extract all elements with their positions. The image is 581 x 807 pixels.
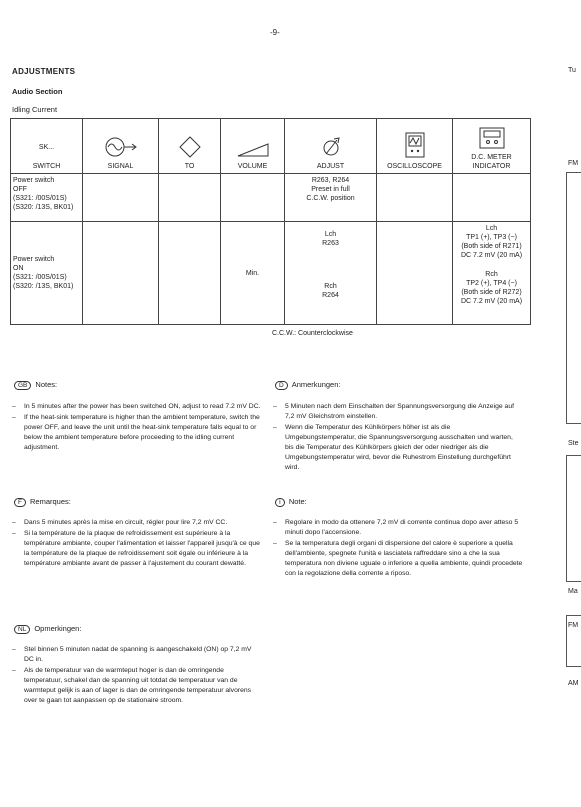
note-f-list (12, 518, 262, 570)
row2-volume: Min. (221, 222, 285, 325)
list-item: – Wenn die Temperatur des Kühlkörpers höher ist als die Umgebungstemperatur, die Spannungsversorgung ausschalten und warten, bis die Temperatur des Kühlkörpers gleich der oder niedriger als die Umgebungstemperatur wird, bevor die Ruhestrom Einstellung durchgeführt wird. (273, 423, 523, 473)
note-f-title: Remarques: (29, 497, 71, 506)
adjust-lch: Lch R263 (322, 231, 339, 247)
row2-adjust (285, 222, 377, 325)
list-item: – Dans 5 minutes après la mise en circuit, régler pour lire 7,2 mV CC. (12, 518, 262, 528)
volume-wedge-icon (236, 142, 270, 158)
adjust-screwdriver-icon (320, 136, 342, 158)
table-row (11, 174, 531, 222)
edge-text: Ma (568, 588, 578, 595)
note-d-title: Anmerkungen: (291, 380, 341, 389)
edge-text: Tu (568, 67, 576, 74)
note-i-list (273, 518, 523, 580)
list-item: – Als de temperatuur van de warmteput hoger is dan de omringende temperatuur, schakel dan de spanning uit totdat de temperatuur van de warmteput gelijk is aan of lager is dan de omringende temperatuur alvorens over te gaan tot aanpassen op de stationaire stroom. (12, 666, 262, 706)
edge-box (566, 172, 581, 424)
header-volume: VOLUME (221, 119, 285, 174)
row2-meter (453, 222, 531, 325)
note-nl-list (12, 645, 262, 707)
note-gb-heading (14, 380, 57, 390)
edge-text: Ste (568, 440, 579, 447)
header-to: TO (159, 119, 221, 174)
to-diamond-icon (179, 136, 201, 158)
note-nl-heading (14, 624, 81, 634)
page-title: ADJUSTMENTS (12, 67, 76, 76)
note-gb-list (12, 402, 262, 454)
table-footnote: C.C.W.: Counterclockwise (272, 330, 353, 337)
edge-text: FM (568, 160, 579, 167)
lang-badge-d: D (275, 381, 288, 390)
row1-adjust: R263, R264 Preset in full C.C.W. position (285, 174, 377, 222)
list-item: – If the heat-sink temperature is higher than the ambient temperature, switch the power OFF, and leave the unit until the heat-sink temperature falls equal to or below the ambient temperature before proceeding to the idling current adjustment. (12, 413, 262, 453)
note-d-list (273, 402, 523, 474)
switch-icon: SK... (38, 144, 55, 151)
signal-generator-icon (104, 136, 138, 158)
edge-box (566, 615, 581, 667)
section-title: Audio Section (12, 87, 63, 96)
dc-meter-icon (479, 127, 505, 149)
note-gb-title: Notes: (35, 380, 58, 389)
header-signal: SIGNAL (83, 119, 159, 174)
list-item: – 5 Minuten nach dem Einschalten der Spannungsversorgung die Anzeige auf 7,2 mV Gleichstrom einstellen. (273, 402, 523, 422)
lang-badge-f: F (14, 498, 26, 507)
oscilloscope-icon (405, 132, 425, 158)
lang-badge-nl: NL (14, 625, 30, 634)
list-item: – Se la temperatura degli organi di dispersione del calore è superiore a quella dell'ambiente, spegnete l'unità e lasciatela raffreddare sino a che la sua temperatura non diviene uguale o inferiore a quella ambiente, quindi procedete con la regolazione della corrente a riposo. (273, 539, 523, 579)
list-item: – In 5 minutes after the power has been switched ON, adjust to read 7.2 mV DC. (12, 402, 262, 412)
header-oscilloscope: OSCILLOSCOPE (377, 119, 453, 174)
note-i-title: Note: (288, 497, 307, 506)
row1-switch: Power switch OFF (S321: /00S/01S) (S320: /13S, BK01) (11, 174, 83, 222)
edge-text: AM (568, 680, 579, 687)
lang-badge-i: I (275, 498, 285, 507)
list-item: – Stel binnen 5 minuten nadat de spanning is aangeschakeld (ON) op 7,2 mV DC in. (12, 645, 262, 665)
row2-switch: Power switch ON (S321: /00S/01S) (S320: /13S, BK01) (11, 222, 83, 325)
header-adjust: ADJUST (285, 119, 377, 174)
header-dc-meter: D.C. METER INDICATOR (453, 119, 531, 174)
edge-text: FM (568, 622, 579, 629)
adjust-rch: Rch R264 (322, 283, 339, 299)
meter-lch: Lch TP1 (+), TP3 (−) (Both side of R271) DC 7.2 mV (20 mA) (460, 225, 523, 259)
subsection-title: Idling Current (12, 105, 58, 114)
header-switch: SK... SWITCH (11, 119, 83, 174)
note-d-heading (275, 380, 340, 390)
page-number: -9- (270, 28, 280, 37)
meter-rch: Rch TP2 (+), TP4 (−) (Both side of R272) DC 7.2 mV (20 mA) (460, 271, 523, 305)
lang-badge-gb: GB (14, 381, 31, 390)
edge-box (566, 455, 581, 582)
table-header-row (11, 119, 531, 174)
note-nl-title: Opmerkingen: (34, 624, 82, 633)
note-f-heading (14, 497, 71, 507)
note-i-heading (275, 497, 307, 507)
list-item: – Regolare in modo da ottenere 7,2 mV di corrente continua dopo aver atteso 5 minuti dopo l'accensione. (273, 518, 523, 538)
adjustment-table (10, 118, 531, 325)
table-row (11, 222, 531, 325)
list-item: – Si la température de la plaque de refroidissement est supérieure à la température ambiante, couper l'alimentation et laisser l'appareil jusqu'à ce que la température de la plaque de refroidissement soit égale ou inférieure à la température ambiante avant de passer à l'ajustement du courant dewatté. (12, 529, 262, 569)
